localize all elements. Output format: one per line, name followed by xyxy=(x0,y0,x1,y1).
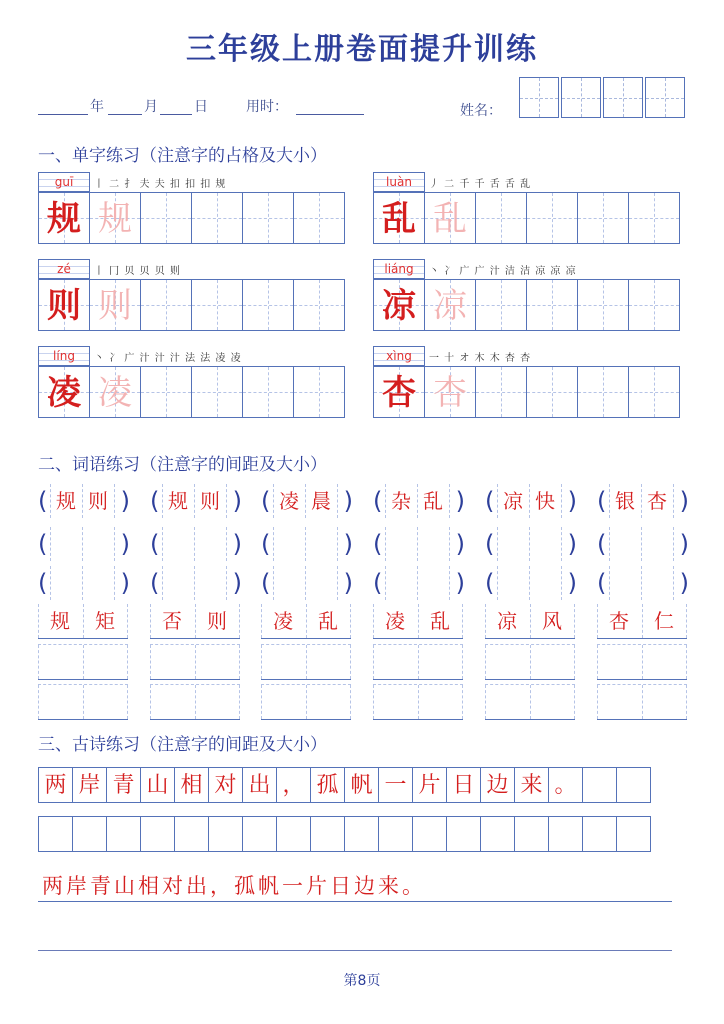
paren-word-group[interactable] xyxy=(261,527,353,561)
close-paren: ) xyxy=(679,487,689,515)
poem-char-cell: 一 xyxy=(378,767,413,803)
practice-cell[interactable] xyxy=(191,192,243,244)
paren-word-char: 杏 xyxy=(647,489,667,513)
paren-word-group xyxy=(38,484,130,518)
word-model-group xyxy=(373,604,463,639)
paren-word-group[interactable] xyxy=(150,566,242,600)
paren-word-group xyxy=(261,484,353,518)
open-paren: ( xyxy=(597,487,607,515)
time-blank[interactable] xyxy=(296,114,364,115)
dash-divider xyxy=(127,604,128,638)
model-char-cell xyxy=(38,192,90,244)
word-char: 凉 xyxy=(497,609,517,633)
stroke-order: 丨 冂 贝 贝 贝 则 xyxy=(94,266,181,277)
practice-cell[interactable] xyxy=(475,279,527,331)
dash-divider xyxy=(350,685,351,719)
close-paren: ) xyxy=(455,530,465,558)
poem-practice-cell[interactable] xyxy=(514,816,549,852)
dash-divider xyxy=(449,527,450,561)
dash-divider xyxy=(305,527,306,561)
dash-divider xyxy=(337,484,338,518)
trace-char-cell xyxy=(424,366,476,418)
dash-divider xyxy=(82,566,83,600)
dash-divider xyxy=(82,527,83,561)
paren-word-group[interactable] xyxy=(261,566,353,600)
dash-divider xyxy=(462,604,463,638)
practice-cell[interactable] xyxy=(577,192,629,244)
word-practice-group[interactable] xyxy=(150,644,240,680)
word-char: 乱 xyxy=(318,609,338,633)
model-char-cell xyxy=(373,366,425,418)
poem-grid-row xyxy=(38,767,650,803)
close-paren: ) xyxy=(343,530,353,558)
paren-word-char: 快 xyxy=(535,489,555,513)
dash-divider xyxy=(127,685,128,719)
poem-char-cell: 两 xyxy=(38,767,73,803)
open-paren: ( xyxy=(485,530,495,558)
word-model-group xyxy=(38,604,128,639)
practice-cell[interactable] xyxy=(628,192,680,244)
model-char: 则 xyxy=(47,286,81,326)
practice-cell[interactable] xyxy=(242,366,294,418)
close-paren: ) xyxy=(679,569,689,597)
model-char-cell xyxy=(373,192,425,244)
word-char: 仁 xyxy=(654,609,674,633)
word-practice-group[interactable] xyxy=(373,644,463,680)
month-label: 月 xyxy=(144,99,158,115)
dash-divider xyxy=(462,645,463,679)
month-blank[interactable] xyxy=(108,114,142,115)
poem-practice-cell[interactable] xyxy=(72,816,107,852)
open-paren: ( xyxy=(150,569,160,597)
word-char: 规 xyxy=(50,609,70,633)
close-paren: ) xyxy=(567,487,577,515)
poem-handwritten-line: 两岸青山相对出，孤帆一片日边来。 xyxy=(42,874,426,898)
dash-divider xyxy=(449,566,450,600)
paren-word-group xyxy=(485,484,577,518)
name-box[interactable] xyxy=(561,77,601,118)
stroke-order: 丶 冫 广 汁 汁 汁 法 法 凌 凌 xyxy=(94,353,242,364)
close-paren: ) xyxy=(232,569,242,597)
trace-char-cell xyxy=(89,366,141,418)
poem-practice-cell[interactable] xyxy=(412,816,447,852)
poem-char-cell: ， xyxy=(276,767,311,803)
dash-divider xyxy=(574,645,575,679)
dash-divider xyxy=(686,604,687,638)
word-practice-group[interactable] xyxy=(485,644,575,680)
section-2-heading: 二、词语练习（注意字的间距及大小） xyxy=(38,455,327,475)
practice-cell[interactable] xyxy=(293,279,345,331)
trace-char: 杏 xyxy=(433,373,467,413)
trace-char-cell xyxy=(424,279,476,331)
word-char: 乱 xyxy=(430,609,450,633)
model-char-cell xyxy=(373,279,425,331)
day-blank[interactable] xyxy=(160,114,192,115)
close-paren: ) xyxy=(567,569,577,597)
year-label: 年 xyxy=(90,99,104,115)
practice-cell[interactable] xyxy=(140,366,192,418)
paren-word-group[interactable] xyxy=(485,566,577,600)
time-label: 用时： xyxy=(246,99,288,115)
word-practice-group[interactable] xyxy=(597,684,687,720)
dash-divider xyxy=(574,604,575,638)
dash-divider xyxy=(162,566,163,600)
dash-divider xyxy=(114,566,115,600)
poem-practice-cell[interactable] xyxy=(582,816,617,852)
dash-divider xyxy=(673,566,674,600)
poem-practice-cell[interactable] xyxy=(616,816,651,852)
practice-cell[interactable] xyxy=(242,192,294,244)
open-paren: ( xyxy=(597,569,607,597)
poem-practice-cell[interactable] xyxy=(106,816,141,852)
paren-word-char: 则 xyxy=(200,489,220,513)
dash-divider xyxy=(50,566,51,600)
dash-divider xyxy=(273,566,274,600)
day-label: 日 xyxy=(194,99,208,115)
practice-cell[interactable] xyxy=(191,279,243,331)
dash-divider xyxy=(497,527,498,561)
paren-word-group[interactable] xyxy=(373,527,465,561)
trace-char-cell xyxy=(89,192,141,244)
close-paren: ) xyxy=(120,530,130,558)
paren-word-char: 规 xyxy=(168,489,188,513)
poem-char-cell: 相 xyxy=(174,767,209,803)
dash-divider xyxy=(561,566,562,600)
pinyin-label: xìng xyxy=(373,346,425,366)
open-paren: ( xyxy=(485,569,495,597)
word-practice-group[interactable] xyxy=(261,684,351,720)
poem-practice-cell[interactable] xyxy=(446,816,481,852)
poem-practice-cell[interactable] xyxy=(344,816,379,852)
dash-divider xyxy=(305,566,306,600)
dash-divider xyxy=(127,645,128,679)
word-model-group xyxy=(261,604,351,639)
paren-word-group xyxy=(597,484,689,518)
close-paren: ) xyxy=(120,487,130,515)
paren-word-group[interactable] xyxy=(38,566,130,600)
open-paren: ( xyxy=(38,530,48,558)
stroke-order: 丿 二 千 千 舌 舌 乱 xyxy=(429,179,532,190)
page-title: 三年级上册卷面提升训练 xyxy=(186,32,538,67)
year-blank[interactable] xyxy=(38,114,88,115)
word-char: 则 xyxy=(207,609,227,633)
word-practice-group[interactable] xyxy=(373,684,463,720)
name-box[interactable] xyxy=(603,77,643,118)
dash-divider xyxy=(641,527,642,561)
close-paren: ) xyxy=(343,487,353,515)
close-paren: ) xyxy=(679,530,689,558)
paren-word-char: 晨 xyxy=(311,489,331,513)
dash-divider xyxy=(162,527,163,561)
word-model-group xyxy=(150,604,240,639)
trace-char-cell xyxy=(424,192,476,244)
char-grid-row xyxy=(38,279,344,331)
dash-divider xyxy=(385,527,386,561)
dash-divider xyxy=(497,566,498,600)
poem-char-cell: 帆 xyxy=(344,767,379,803)
section-1-heading: 一、单字练习（注意字的占格及大小） xyxy=(38,146,327,166)
name-box[interactable] xyxy=(519,77,559,118)
close-paren: ) xyxy=(232,487,242,515)
practice-cell[interactable] xyxy=(191,366,243,418)
practice-cell[interactable] xyxy=(293,366,345,418)
stroke-order: 丨 二 扌 夫 夫 扣 扣 扣 规 xyxy=(94,179,227,190)
dash-divider xyxy=(239,645,240,679)
poem-practice-cell[interactable] xyxy=(310,816,345,852)
trace-char-cell xyxy=(89,279,141,331)
pinyin-label: luàn xyxy=(373,172,425,192)
open-paren: ( xyxy=(150,487,160,515)
word-char: 凌 xyxy=(385,609,405,633)
dash-divider xyxy=(114,484,115,518)
poem-char-cell: 山 xyxy=(140,767,175,803)
poem-char-cell: 来 xyxy=(514,767,549,803)
dash-divider xyxy=(561,527,562,561)
char-grid-row xyxy=(373,279,679,331)
poem-practice-cell[interactable] xyxy=(378,816,413,852)
dash-divider xyxy=(350,645,351,679)
practice-cell[interactable] xyxy=(526,192,578,244)
trace-char: 则 xyxy=(98,286,132,326)
open-paren: ( xyxy=(261,487,271,515)
name-label: 姓名： xyxy=(460,103,502,119)
close-paren: ) xyxy=(232,530,242,558)
paren-word-char: 凌 xyxy=(279,489,299,513)
open-paren: ( xyxy=(373,530,383,558)
poem-char-cell: 日 xyxy=(446,767,481,803)
open-paren: ( xyxy=(373,569,383,597)
dash-divider xyxy=(673,484,674,518)
open-paren: ( xyxy=(38,487,48,515)
pinyin-label: guī xyxy=(38,172,90,192)
open-paren: ( xyxy=(373,487,383,515)
poem-practice-cell[interactable] xyxy=(38,816,73,852)
paren-word-char: 凉 xyxy=(503,489,523,513)
footer-divider xyxy=(38,950,672,951)
word-practice-group[interactable] xyxy=(485,684,575,720)
dash-divider xyxy=(417,527,418,561)
close-paren: ) xyxy=(120,569,130,597)
model-char-cell xyxy=(38,279,90,331)
practice-cell[interactable] xyxy=(577,279,629,331)
practice-cell[interactable] xyxy=(140,192,192,244)
word-char: 凌 xyxy=(273,609,293,633)
practice-cell[interactable] xyxy=(628,366,680,418)
poem-char-cell: 片 xyxy=(412,767,447,803)
model-char: 规 xyxy=(47,199,81,239)
dash-divider xyxy=(609,527,610,561)
trace-char: 规 xyxy=(98,199,132,239)
paren-word-char: 则 xyxy=(88,489,108,513)
word-model-group xyxy=(597,604,687,639)
practice-cell[interactable] xyxy=(242,279,294,331)
close-paren: ) xyxy=(455,487,465,515)
model-char: 凉 xyxy=(382,286,416,326)
char-grid-row xyxy=(373,366,679,418)
poem-underline xyxy=(38,901,672,902)
trace-char: 凉 xyxy=(433,286,467,326)
paren-word-char: 杂 xyxy=(391,489,411,513)
dash-divider xyxy=(114,527,115,561)
dash-divider xyxy=(529,566,530,600)
model-char-cell xyxy=(38,366,90,418)
pinyin-label: líng xyxy=(38,346,90,366)
word-practice-group[interactable] xyxy=(261,644,351,680)
dash-divider xyxy=(337,566,338,600)
dash-divider xyxy=(226,527,227,561)
dash-divider xyxy=(417,566,418,600)
poem-practice-cell[interactable] xyxy=(242,816,277,852)
poem-char-cell xyxy=(582,767,617,803)
word-model-group xyxy=(485,604,575,639)
section-3-heading: 三、古诗练习（注意字的间距及大小） xyxy=(38,735,327,755)
dash-divider xyxy=(239,604,240,638)
poem-practice-cell[interactable] xyxy=(548,816,583,852)
word-char: 矩 xyxy=(95,609,115,633)
practice-cell[interactable] xyxy=(475,192,527,244)
trace-char: 乱 xyxy=(433,199,467,239)
poem-practice-cell[interactable] xyxy=(174,816,209,852)
poem-practice-cell[interactable] xyxy=(208,816,243,852)
dash-divider xyxy=(337,527,338,561)
model-char: 乱 xyxy=(382,199,416,239)
close-paren: ) xyxy=(343,569,353,597)
dash-divider xyxy=(350,604,351,638)
poem-char-cell: 岸 xyxy=(72,767,107,803)
paren-word-group[interactable] xyxy=(38,527,130,561)
dash-divider xyxy=(574,685,575,719)
dash-divider xyxy=(686,645,687,679)
practice-cell[interactable] xyxy=(526,279,578,331)
char-grid-row xyxy=(38,192,344,244)
poem-char-cell: 。 xyxy=(548,767,583,803)
pinyin-label: liáng xyxy=(373,259,425,279)
poem-practice-cell[interactable] xyxy=(276,816,311,852)
pinyin-label: zé xyxy=(38,259,90,279)
poem-practice-cell[interactable] xyxy=(140,816,175,852)
open-paren: ( xyxy=(597,530,607,558)
poem-char-cell: 孤 xyxy=(310,767,345,803)
open-paren: ( xyxy=(38,569,48,597)
paren-word-char: 规 xyxy=(56,489,76,513)
model-char: 杏 xyxy=(382,373,416,413)
practice-cell[interactable] xyxy=(140,279,192,331)
trace-char: 凌 xyxy=(98,373,132,413)
dash-divider xyxy=(673,527,674,561)
dash-divider xyxy=(449,484,450,518)
open-paren: ( xyxy=(150,530,160,558)
dash-divider xyxy=(239,685,240,719)
dash-divider xyxy=(609,566,610,600)
close-paren: ) xyxy=(455,569,465,597)
name-box[interactable] xyxy=(645,77,685,118)
dash-divider xyxy=(194,527,195,561)
stroke-order: 丶 冫 广 广 汁 洁 洁 凉 凉 凉 xyxy=(429,266,577,277)
paren-word-group xyxy=(150,484,242,518)
word-practice-group[interactable] xyxy=(597,644,687,680)
word-practice-group[interactable] xyxy=(38,644,128,680)
poem-practice-cell[interactable] xyxy=(480,816,515,852)
practice-cell[interactable] xyxy=(526,366,578,418)
word-char: 风 xyxy=(542,609,562,633)
char-grid-row xyxy=(373,192,679,244)
dash-divider xyxy=(194,566,195,600)
dash-divider xyxy=(226,484,227,518)
dash-divider xyxy=(641,566,642,600)
paren-word-group[interactable] xyxy=(597,566,689,600)
dash-divider xyxy=(50,527,51,561)
word-practice-group[interactable] xyxy=(38,684,128,720)
dash-divider xyxy=(561,484,562,518)
open-paren: ( xyxy=(261,530,271,558)
dash-divider xyxy=(686,685,687,719)
close-paren: ) xyxy=(567,530,577,558)
dash-divider xyxy=(462,685,463,719)
poem-char-cell: 青 xyxy=(106,767,141,803)
dash-divider xyxy=(529,527,530,561)
word-char: 杏 xyxy=(609,609,629,633)
open-paren: ( xyxy=(261,569,271,597)
stroke-order: 一 十 オ 木 木 杏 杏 xyxy=(429,353,532,364)
paren-word-group xyxy=(373,484,465,518)
practice-cell[interactable] xyxy=(475,366,527,418)
poem-grid-row-empty xyxy=(38,816,650,852)
paren-word-group[interactable] xyxy=(373,566,465,600)
dash-divider xyxy=(273,527,274,561)
poem-char-cell: 边 xyxy=(480,767,515,803)
poem-char-cell xyxy=(616,767,651,803)
dash-divider xyxy=(226,566,227,600)
practice-cell[interactable] xyxy=(577,366,629,418)
word-practice-group[interactable] xyxy=(150,684,240,720)
page-number: 第8页 xyxy=(343,973,381,989)
word-char: 否 xyxy=(162,609,182,633)
char-grid-row xyxy=(38,366,344,418)
paren-word-group[interactable] xyxy=(150,527,242,561)
poem-char-cell: 对 xyxy=(208,767,243,803)
paren-word-group[interactable] xyxy=(597,527,689,561)
paren-word-char: 银 xyxy=(615,489,635,513)
paren-word-char: 乱 xyxy=(423,489,443,513)
dash-divider xyxy=(385,566,386,600)
open-paren: ( xyxy=(485,487,495,515)
paren-word-group[interactable] xyxy=(485,527,577,561)
practice-cell[interactable] xyxy=(293,192,345,244)
model-char: 凌 xyxy=(47,373,81,413)
practice-cell[interactable] xyxy=(628,279,680,331)
poem-char-cell: 出 xyxy=(242,767,277,803)
